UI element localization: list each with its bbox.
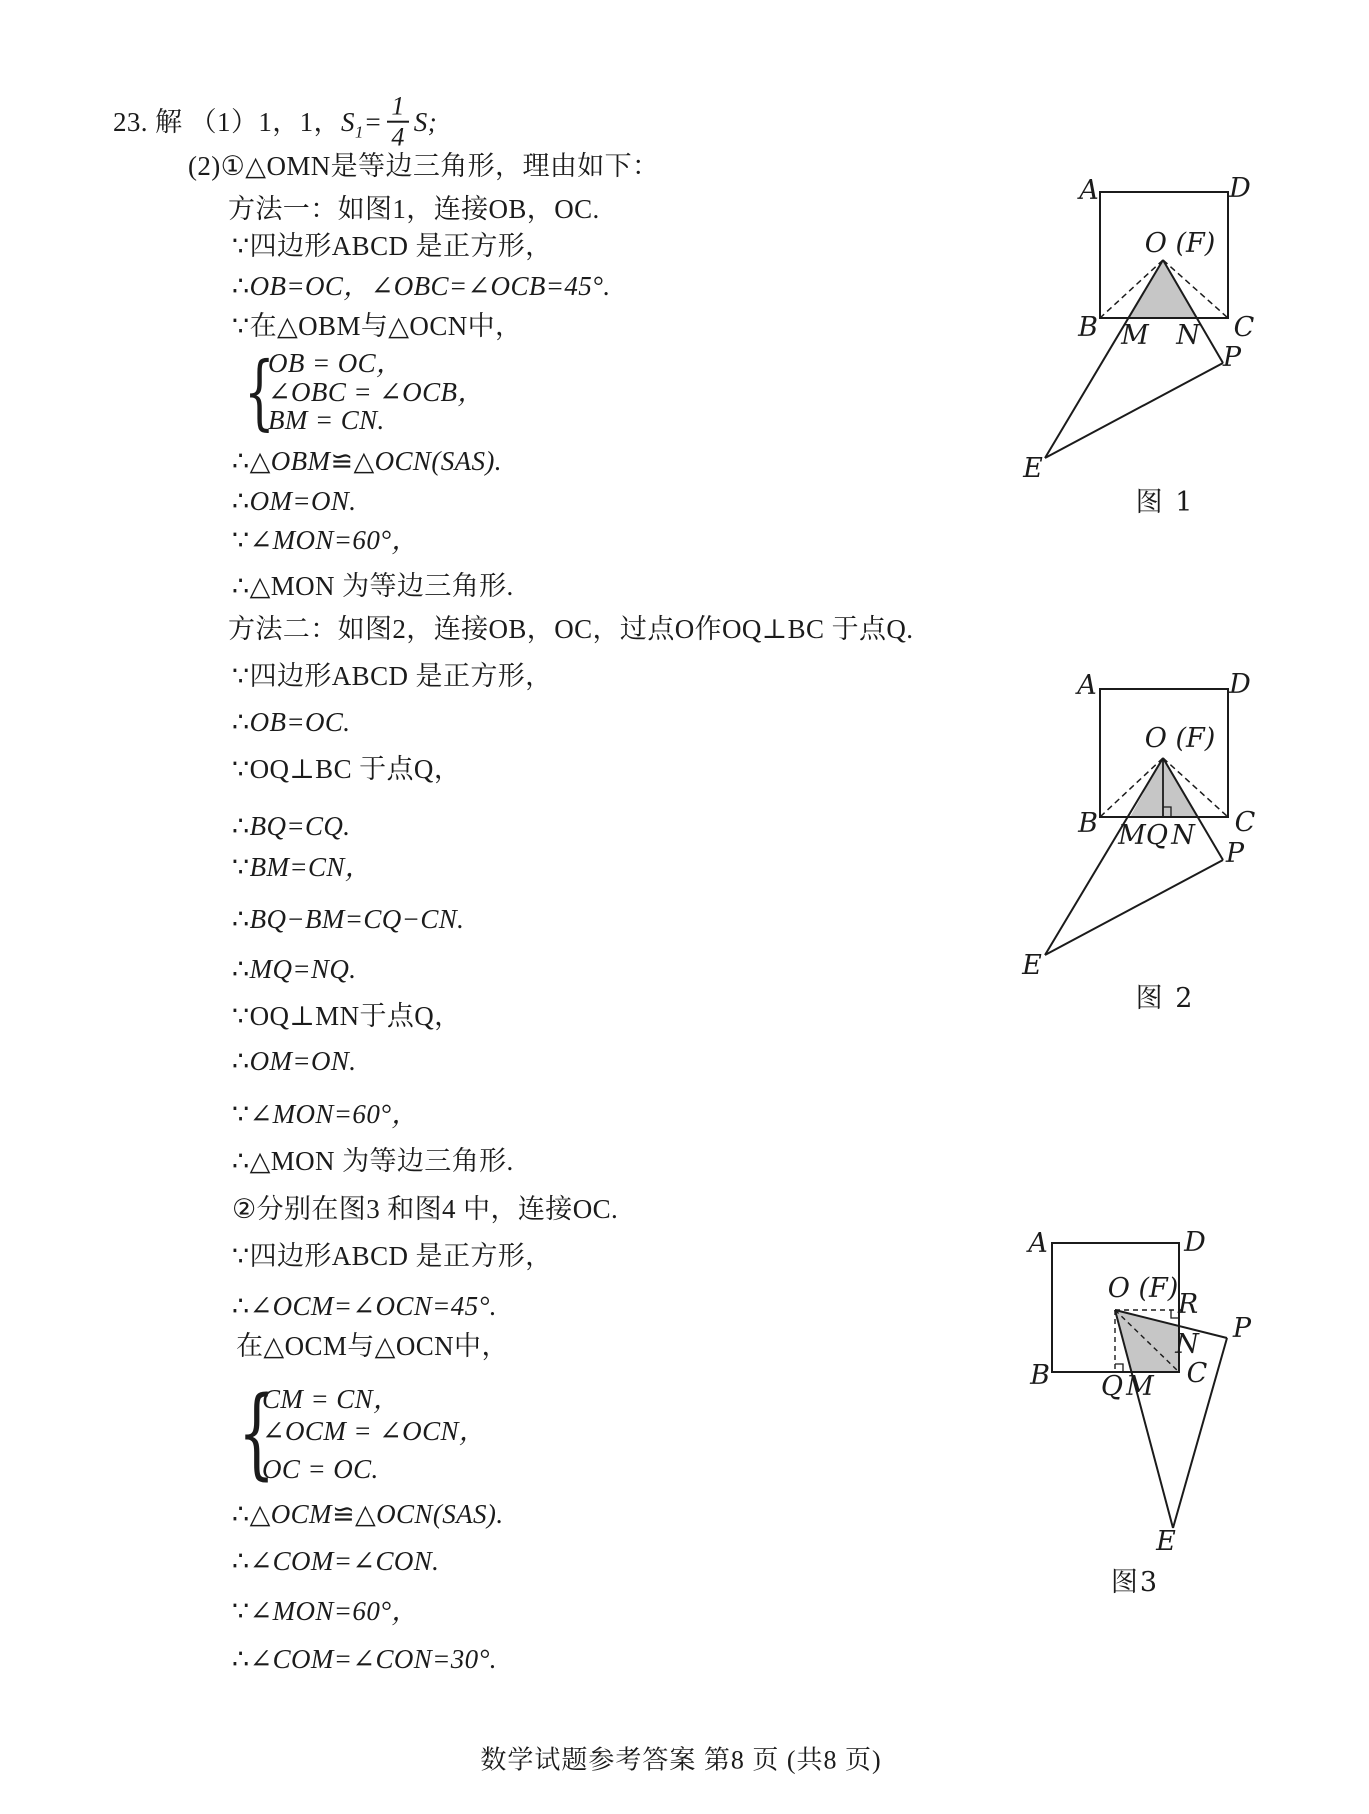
label-c: C — [1186, 1358, 1208, 1389]
line-ep — [1045, 860, 1223, 955]
label-m: M — [1126, 1371, 1154, 1402]
figure-2-caption: 图 2 — [1135, 983, 1195, 1014]
label-e: E — [1023, 453, 1043, 484]
label-q: Q — [1145, 820, 1169, 851]
solution-line: ∴∠COM=∠CON. — [232, 1546, 440, 1577]
line1-tail: S; — [413, 107, 438, 137]
label-d: D — [1229, 669, 1251, 700]
label-p: P — [1232, 1313, 1252, 1344]
label-o-f: O (F) — [1144, 228, 1216, 259]
label-b: B — [1078, 312, 1098, 343]
label-a: A — [1028, 1230, 1048, 1259]
solution-line: 在△OCM与△OCN中， — [236, 1331, 509, 1362]
label-a: A — [1079, 175, 1099, 206]
label-o-f: O (F) — [1107, 1273, 1179, 1304]
system1-row: ∠OBC = ∠OCB， — [268, 377, 485, 408]
solution-line-1 — [113, 93, 437, 152]
label-b: B — [1030, 1360, 1050, 1391]
label-b: B — [1078, 808, 1098, 839]
solution-line: ∴△OBM≌△OCN(SAS). — [232, 446, 502, 477]
solution-line: ∴BQ−BM=CQ−CN. — [232, 904, 465, 935]
solution-line: ∵四边形ABCD 是正方形， — [232, 661, 553, 692]
line1-subscript: 1 — [354, 122, 364, 142]
line1-var: S — [340, 107, 355, 137]
figure-3-diagram — [1000, 1230, 1300, 1620]
solution-line: 方法一：如图1，连接OB，OC. — [228, 194, 600, 225]
label-p: P — [1222, 342, 1242, 373]
solution-line: ∴OM=ON. — [232, 486, 357, 517]
solution-line: ②分别在图3 和图4 中，连接OC. — [232, 1194, 619, 1225]
label-q: Q — [1100, 1371, 1124, 1402]
solution-line: ∵BM=CN， — [232, 852, 373, 883]
solution-line: ∴△OCM≌△OCN(SAS). — [232, 1499, 504, 1530]
label-n: N — [1171, 820, 1195, 851]
solution-line: ∴OB=OC，∠OBC=∠OCB=45°. — [232, 271, 611, 302]
label-d: D — [1229, 173, 1251, 204]
solution-line: ∴MQ=NQ. — [232, 954, 357, 985]
system-brace: { — [244, 344, 275, 440]
figure-3-caption: 图3 — [1110, 1567, 1160, 1598]
fraction-one-quarter — [387, 93, 408, 152]
label-m: M — [1118, 820, 1146, 851]
system-brace: { — [238, 1376, 276, 1491]
system2-row: ∠OCM = ∠OCN， — [262, 1416, 487, 1447]
line1-prefix: 23. 解 （1）1，1， — [113, 107, 341, 137]
system1-row: OB = OC， — [268, 348, 404, 379]
solution-line: ∴BQ=CQ. — [232, 811, 351, 842]
solution-line: ∵OQ⊥MN于点Q， — [232, 1001, 462, 1032]
label-c: C — [1233, 312, 1255, 343]
solution-line: ∴∠COM=∠CON=30°. — [232, 1644, 497, 1675]
line-eo — [1045, 260, 1163, 458]
label-m: M — [1121, 320, 1149, 351]
solution-line: ∵∠MON=60°， — [232, 525, 419, 556]
label-r: R — [1177, 1289, 1199, 1320]
line-ep — [1045, 363, 1223, 458]
system1-row: BM = CN. — [268, 405, 385, 436]
label-p: P — [1225, 838, 1245, 869]
label-e: E — [1022, 950, 1042, 981]
system2-row: CM = CN， — [262, 1384, 401, 1415]
solution-line: ∵四边形ABCD 是正方形， — [232, 231, 553, 262]
solution-line: ∴∠OCM=∠OCN=45°. — [232, 1291, 497, 1322]
label-n: N — [1176, 320, 1200, 351]
page-footer: 数学试题参考答案 第8 页 (共8 页) — [480, 1745, 882, 1775]
solution-line: ∴OB=OC. — [232, 707, 351, 738]
solution-line: ∵∠MON=60°， — [232, 1099, 419, 1130]
figure-1-caption: 图 1 — [1135, 487, 1195, 518]
figure-2-diagram — [1000, 640, 1280, 1020]
fraction-numerator: 1 — [387, 93, 408, 123]
system2-row: OC = OC. — [262, 1454, 379, 1485]
solution-line: ∵OQ⊥BC 于点Q， — [232, 754, 462, 785]
solution-line: ∵∠MON=60°， — [232, 1596, 419, 1627]
label-e: E — [1156, 1526, 1176, 1557]
label-d: D — [1184, 1230, 1206, 1258]
figure-1-diagram — [1000, 150, 1280, 522]
solution-line: 方法二：如图2，连接OB，OC，过点O作OQ⊥BC 于点Q. — [228, 614, 914, 645]
solution-line: ∴OM=ON. — [232, 1046, 357, 1077]
solution-line: ∴△MON 为等边三角形. — [232, 1146, 514, 1177]
line1-equals: = — [363, 107, 383, 137]
solution-line: ∵在△OBM与△OCN中， — [232, 311, 523, 342]
shaded-triangle-omn — [1128, 260, 1197, 318]
label-n: N — [1175, 1329, 1199, 1360]
label-o-f: O (F) — [1144, 723, 1216, 754]
solution-line: ∴△MON 为等边三角形. — [232, 571, 514, 602]
label-a: A — [1077, 670, 1097, 701]
solution-line: (2)①△OMN是等边三角形，理由如下： — [188, 151, 660, 182]
label-c: C — [1234, 807, 1256, 838]
line-eo — [1045, 758, 1163, 955]
solution-line: ∵四边形ABCD 是正方形， — [232, 1241, 553, 1272]
fraction-denominator: 4 — [391, 123, 405, 152]
